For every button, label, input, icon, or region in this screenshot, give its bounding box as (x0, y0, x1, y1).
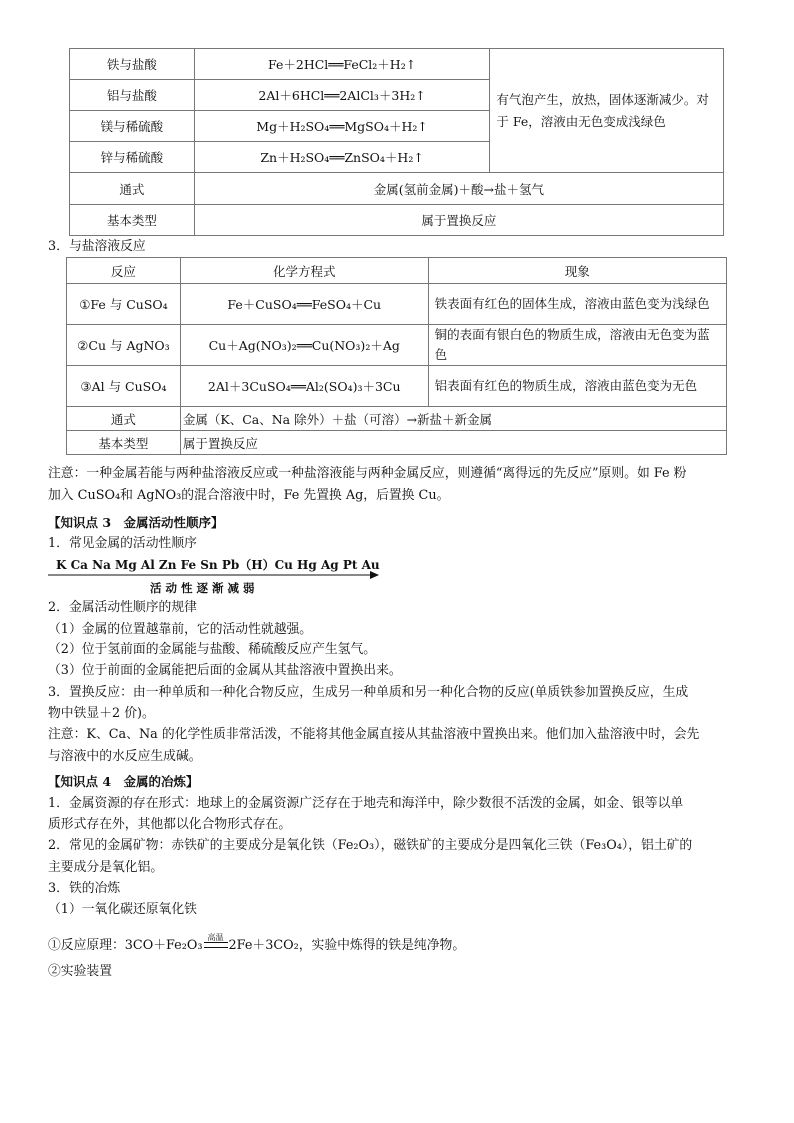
activity-series: K Ca Na Mg Al Zn Fe Sn Pb（H）Cu Hg Ag Pt Au (56, 558, 380, 572)
equation-cell: 2Al＋6HCl══2AlCl₃＋3H₂↑ (194, 80, 490, 111)
kp3-item-2: 2．金属活动性顺序的规律 (48, 600, 197, 615)
kp3-item-3-line-1: 3．置换反应：由一种单质和一种化合物反应，生成另一种单质和另一种化合物的反应(单质铁参加置换反应，生成 (48, 685, 689, 700)
equation-cell: Fe＋CuSO₄══FeSO₄＋Cu (180, 284, 428, 325)
type-label: 基本类型 (67, 431, 181, 455)
apparatus-label: ②实验装置 (48, 964, 112, 979)
kp4-item-2-line-2: 主要成分是氧化铝。 (48, 860, 164, 875)
equation-cell: Mg＋H₂SO₄══MgSO₄＋H₂↑ (194, 111, 490, 142)
phenomenon-text: 有气泡产生，放热，固体逐渐减少。对于 Fe，溶液由无色变成浅绿色 (496, 91, 709, 129)
phenomenon-cell: 铝表面有红色的物质生成，溶液由蓝色变为无色 (428, 366, 726, 407)
table-cell: 铝与盐酸 (70, 80, 195, 111)
kp3-rule-1: （1）金属的位置越靠前，它的活动性就越强。 (48, 622, 313, 637)
phenomenon-cell (490, 49, 724, 173)
kp4-item-2-line-1: 2．常见的金属矿物：赤铁矿的主要成分是氧化铁（Fe₂O₃），磁铁矿的主要成分是四氧化三铁（Fe₃O₄），铝土矿的 (48, 838, 693, 853)
general-value: 金属（K、Ca、Na 除外）＋盐（可溶）→新盐＋新金属 (180, 407, 726, 431)
header-reaction: 反应 (67, 258, 181, 284)
kp4-sub-1: （1）一氧化碳还原氧化铁 (48, 902, 197, 917)
section-3-title: 3．与盐溶液反应 (48, 239, 146, 254)
type-label: 基本类型 (70, 205, 195, 236)
kp4-item-1-line-2: 质形式存在外，其他都以化合物形式存在。 (48, 817, 292, 832)
header-equation: 化学方程式 (180, 258, 428, 284)
note-1-line-1: 注意：一种金属若能与两种盐溶液反应或一种盐溶液能与两种金属反应，则遵循“离得远的先反应”原则。如 Fe 粉 (48, 466, 687, 481)
note-2-line-2: 与溶液中的水反应生成碱。 (48, 749, 202, 764)
reaction-condition (204, 933, 228, 953)
table-cell: ③Al 与 CuSO₄ (67, 366, 181, 407)
table-cell: ②Cu 与 AgNO₃ (67, 325, 181, 366)
kp3-rule-3: （3）位于前面的金属能把后面的金属从其盐溶液中置换出来。 (48, 663, 402, 678)
knowledge-point-4-title: 【知识点 4 金属的冶炼】 (48, 774, 199, 789)
salt-reaction-table (66, 257, 727, 455)
kp4-item-1-line-1: 1．金属资源的存在形式：地球上的金属资源广泛存在于地壳和海洋中，除少数很不活泼的金属，如金、银等以单 (48, 796, 684, 811)
table-cell: 锌与稀硫酸 (70, 142, 195, 173)
double-line-sign (204, 942, 228, 948)
equation-cell: 2Al＋3CuSO₄══Al₂(SO₄)₃＋3Cu (180, 366, 428, 407)
general-value: 金属(氢前金属)＋酸→盐＋氢气 (194, 173, 723, 205)
equation-cell: Zn＋H₂SO₄══ZnSO₄＋H₂↑ (194, 142, 490, 173)
equation-cell: Cu＋Ag(NO₃)₂══Cu(NO₃)₂＋Ag (180, 325, 428, 366)
reaction-principle (48, 929, 465, 953)
note-2-line-1: 注意：K、Ca、Na 的化学性质非常活泼，不能将其他金属直接从其盐溶液中置换出来。他们加入盐溶液中时，会先 (48, 727, 700, 742)
acid-reaction-table (69, 48, 724, 236)
equation-cell: Fe＋2HCl══FeCl₂＋H₂↑ (194, 49, 490, 80)
table-cell: 铁与盐酸 (70, 49, 195, 80)
phenomenon-cell: 铜的表面有银白色的物质生成，溶液由无色变为蓝色 (428, 325, 726, 366)
activity-caption: 活 动 性 逐 渐 减 弱 (150, 581, 255, 595)
header-phenomenon: 现象 (428, 258, 726, 284)
kp3-rule-2: （2）位于氢前面的金属能与盐酸、稀硫酸反应产生氢气。 (48, 642, 377, 657)
table-cell: ①Fe 与 CuSO₄ (67, 284, 181, 325)
kp3-item-3-line-2: 物中铁显＋2 价)。 (48, 706, 155, 721)
note-1-line-2: 加入 CuSO₄和 AgNO₃的混合溶液中时，Fe 先置换 Ag，后置换 Cu。 (48, 488, 450, 503)
kp3-item-1: 1．常见金属的活动性顺序 (48, 536, 197, 551)
table-cell: 镁与稀硫酸 (70, 111, 195, 142)
condition-label: 高温 (207, 933, 224, 942)
type-value: 属于置换反应 (180, 431, 726, 455)
type-value: 属于置换反应 (194, 205, 723, 236)
kp4-item-3: 3．铁的冶炼 (48, 881, 121, 896)
general-label: 通式 (70, 173, 195, 205)
principle-suffix: 2Fe＋3CO₂，实验中炼得的铁是纯净物。 (228, 938, 466, 953)
phenomenon-cell: 铁表面有红色的固体生成，溶液由蓝色变为浅绿色 (428, 284, 726, 325)
general-label: 通式 (67, 407, 181, 431)
knowledge-point-3-title: 【知识点 3 金属活动性顺序】 (48, 515, 224, 530)
principle-prefix: ①反应原理：3CO＋Fe₂O₃ (48, 938, 203, 953)
